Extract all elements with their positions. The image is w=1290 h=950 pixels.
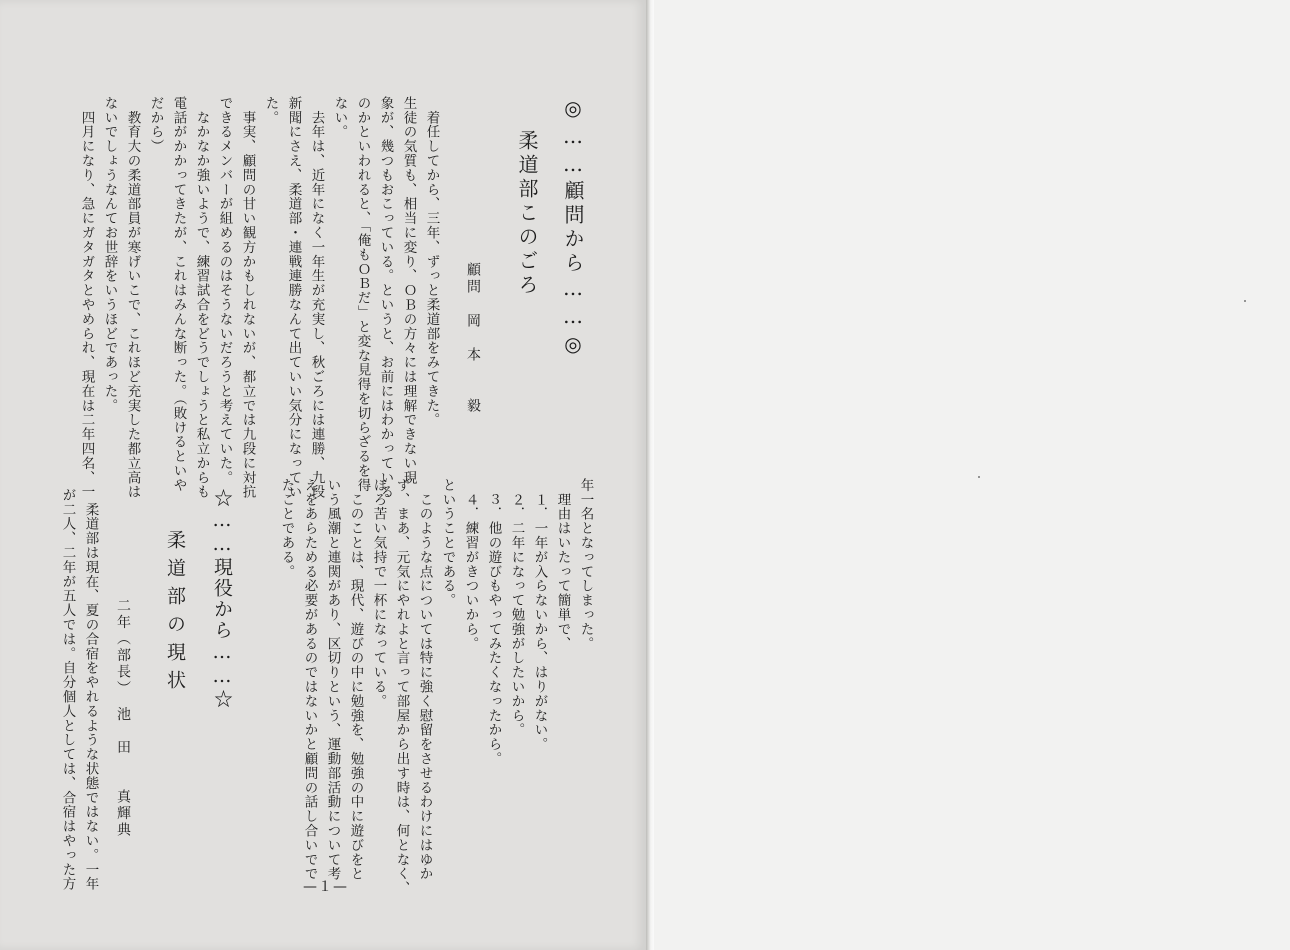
advisor-line: 教育大の柔道部員が寒げいこで、これほど充実した都立高は bbox=[124, 96, 141, 500]
advisor-byline: 顧問 岡 本 毅 bbox=[465, 262, 481, 415]
advisor-line: た。 bbox=[262, 96, 279, 125]
advisor-line: 理由はいたって簡単で、 bbox=[554, 478, 571, 651]
advisor-line: ず、まあ、元気にやれよと言って部屋から出す時は、何となく、 bbox=[393, 478, 410, 896]
advisor-line: だから） bbox=[147, 96, 164, 154]
advisor-line: 電話がかかってきたが、これはみんな断った。（敗けるといや bbox=[170, 96, 187, 493]
advisor-line: ないでしょうなんてお世辞をいうほどであった。 bbox=[101, 96, 118, 413]
current-line: が二人、二年が五人では。自分個人としては、合宿はやった方 bbox=[59, 488, 76, 892]
advisor-line: １．一年が入らないから、はりがない。 bbox=[531, 478, 548, 752]
page-number: —１— bbox=[303, 879, 348, 895]
advisor-line: たことである。 bbox=[278, 478, 295, 579]
current-header: ☆……現役から……☆ bbox=[211, 488, 233, 710]
current-title: 柔道部の現状 bbox=[164, 530, 186, 698]
advisor-line: 新聞にさえ、柔道部・連戦連勝なんて出ていい気分になってい bbox=[285, 96, 302, 500]
right-page-blank bbox=[654, 0, 1290, 950]
advisor-line: えをあらためる必要があるのではないかと顧問の話し合いでで bbox=[301, 478, 318, 882]
advisor-line: なかなか強いようで、練習試合をどうでしょうと私立からも bbox=[193, 96, 210, 500]
advisor-line: 着任してから、三年、ずっと柔道部をみてきた。 bbox=[423, 96, 440, 428]
advisor-line: このことは、現代、遊びの中に勉強を、勉強の中に遊びをと bbox=[347, 478, 364, 882]
advisor-line: 去年は、近年になく一年生が充実し、秋ごろには連勝、九段 bbox=[308, 96, 325, 500]
advisor-title: 柔道部このごろ bbox=[515, 130, 539, 298]
current-line: 柔道部は現在、夏の合宿をやれるような状態ではない。一年 bbox=[82, 488, 99, 892]
advisor-line: 四月になり、急にガタガタとやめられ、現在は二年四名、一 bbox=[78, 96, 95, 500]
advisor-line: できるメンバーが組めるのはそうないだろうと考えていた。 bbox=[216, 96, 233, 485]
advisor-line: ほろ苦い気持で一杯になっている。 bbox=[370, 478, 387, 709]
advisor-line: ４．練習がきついから。 bbox=[462, 478, 479, 651]
advisor-line: 象が、幾つもおこっている。というと、お前にはわかっている bbox=[377, 96, 394, 500]
advisor-line: のかといわれると、「俺もＯＢだ」と変な見得を切らざるを得 bbox=[354, 96, 371, 493]
advisor-line: 生徒の気質も、相当に変り、ＯＢの方々には理解できない現 bbox=[400, 96, 417, 485]
paper-speck bbox=[978, 476, 980, 478]
book-spine bbox=[646, 0, 654, 950]
advisor-line: このような点については特に強く慰留をさせるわけにはゆか bbox=[416, 478, 433, 882]
advisor-line: 年一名となってしまった。 bbox=[577, 478, 594, 651]
advisor-line: 事実、顧問の甘い観方かもしれないが、都立では九段に対抗 bbox=[239, 96, 256, 500]
paper-speck bbox=[1244, 300, 1246, 302]
advisor-line: ない。 bbox=[331, 96, 348, 140]
advisor-line: ３．他の遊びもやってみたくなったから。 bbox=[485, 478, 502, 766]
advisor-header: ◎……顧問から……◎ bbox=[561, 96, 585, 360]
advisor-line: ２．二年になって勉強がしたいから。 bbox=[508, 478, 525, 738]
advisor-line: ということである。 bbox=[439, 478, 456, 608]
advisor-line: いう風潮と連関があり、区切りという、運動部活動について考 bbox=[324, 478, 341, 882]
current-byline: 二年（部長） 池 田 真輝典 bbox=[115, 598, 131, 839]
